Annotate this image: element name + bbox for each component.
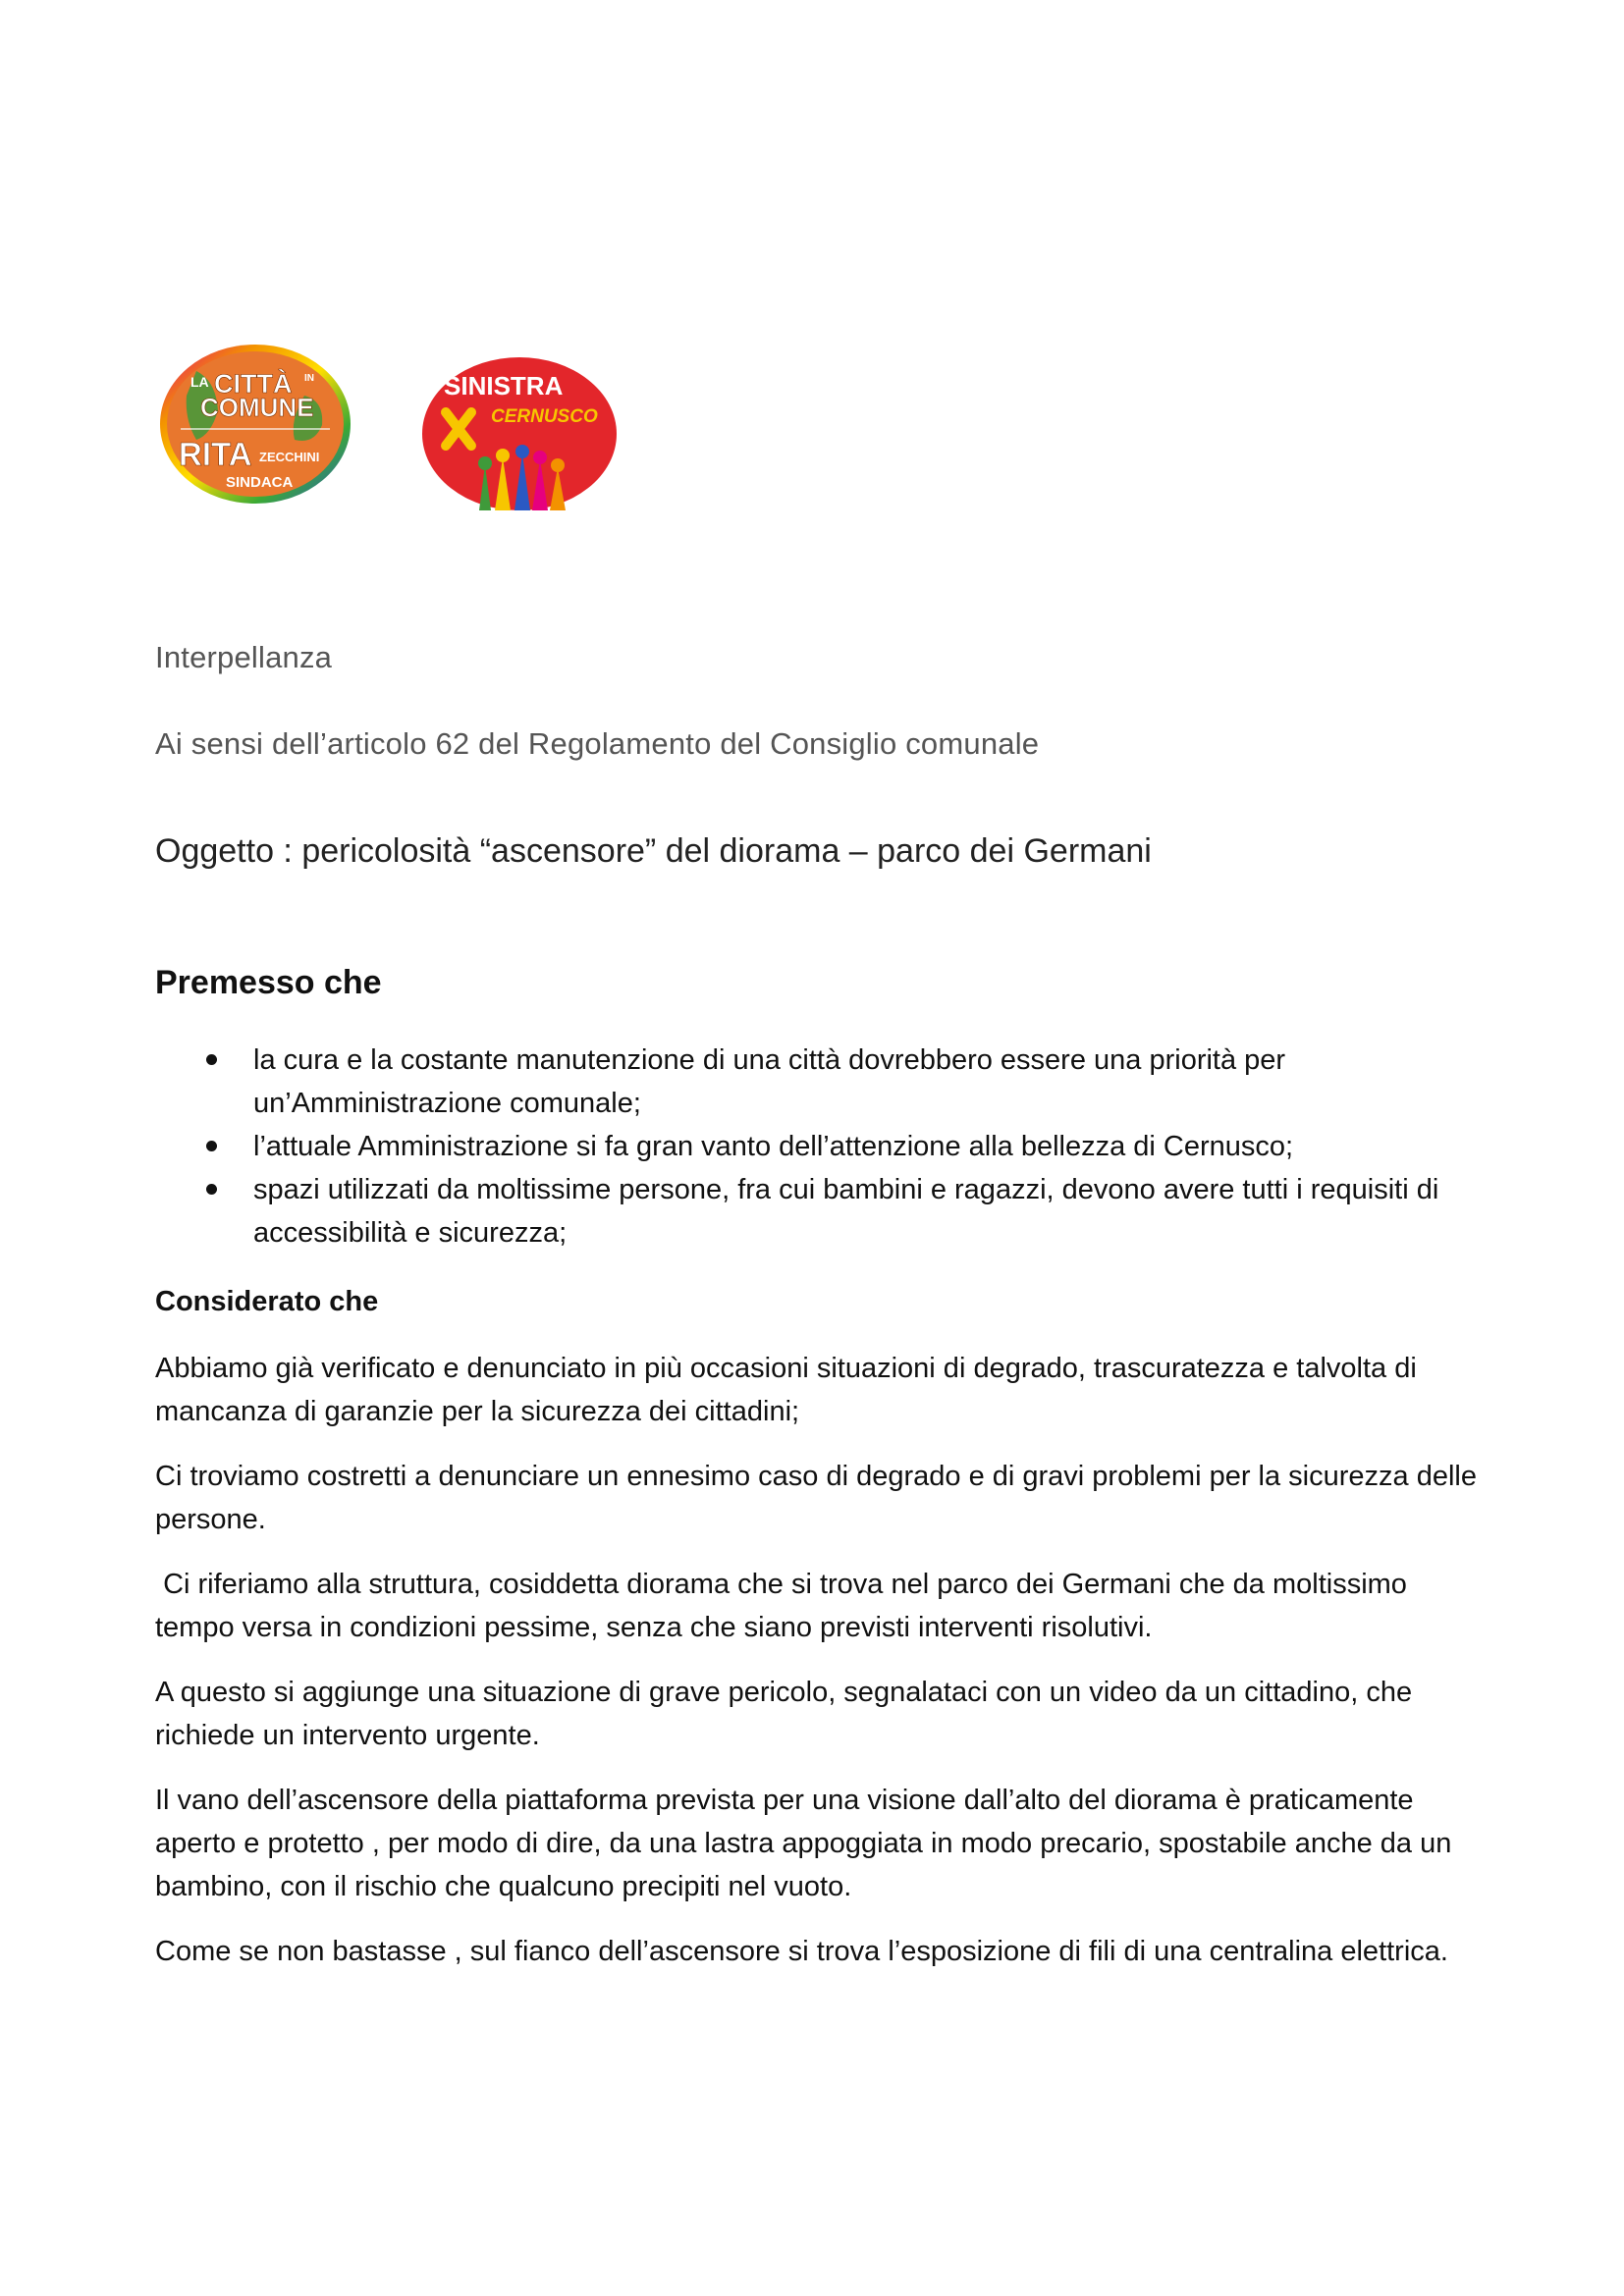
citta-logo-zecchini: ZECCHINI [259, 450, 320, 464]
paragraph: Abbiamo già verificato e denunciato in più occasioni situazioni di degrado, trascuratezza e talvolta di mancanza di garanzie per la sicurezza dei cittadini; [155, 1353, 1417, 1427]
list-item: spazi utilizzati da moltissime persone, fra cui bambini e ragazzi, devono avere tutti i requisiti di accessibilità e sicurezza; [202, 1168, 1489, 1255]
paragraph: Il vano dell’ascensore della piattaforma prevista per una visione dall’alto del diorama è praticamente aperto e protetto , per modo di dire, da una lastra appoggiata in modo precario, spostabile anche da un bambino, con il rischio che qualcuno precipiti nel vuoto. [155, 1785, 1452, 1902]
document-reference: Ai sensi dell’articolo 62 del Regolamento del Consiglio comunale [155, 726, 1040, 761]
sinistra-logo-title: SINISTRA [444, 371, 564, 400]
sinistra-cernusco-logo [420, 355, 619, 512]
citta-in-comune-logo [157, 342, 353, 507]
citta-logo-rita: RITA [179, 436, 252, 472]
list-item: la cura e la costante manutenzione di una città dovrebbero essere una priorità per un’Amministrazione comunale; [202, 1039, 1489, 1125]
citta-logo-citta: CITTÀ [214, 369, 293, 399]
citta-logo-comune: COMUNE [200, 393, 314, 422]
paragraph: Ci troviamo costretti a denunciare un ennesimo caso di degrado e di gravi problemi per la sicurezza delle persone. [155, 1461, 1477, 1535]
paragraph: A questo si aggiunge una situazione di grave pericolo, segnalataci con un video da un cittadino, che richiede un intervento urgente. [155, 1677, 1413, 1751]
citta-logo-la: LA [190, 374, 209, 390]
considerato-heading: Considerato che [155, 1286, 379, 1317]
sinistra-logo-cernusco: CERNUSCO [491, 406, 598, 427]
paragraph: Come se non bastasse , sul fianco dell’ascensore si trova l’esposizione di fili di una centralina elettrica. [155, 1936, 1448, 1967]
list-item: l’attuale Amministrazione si fa gran vanto dell’attenzione alla bellezza di Cernusco; [202, 1125, 1489, 1168]
citta-logo-in: IN [304, 373, 314, 384]
paragraph: Ci riferiamo alla struttura, cosiddetta diorama che si trova nel parco dei Germani che da moltissimo tempo versa in condizioni pessime, senza che siano previsti interventi risolutivi. [155, 1569, 1415, 1643]
citta-logo-sindaca: SINDACA [226, 474, 294, 491]
document-subject: Oggetto : pericolosità “ascensore” del diorama – parco dei Germani [155, 832, 1152, 870]
premesso-heading: Premesso che [155, 964, 382, 1001]
premesso-list [202, 1039, 1489, 1255]
document-type: Interpellanza [155, 640, 333, 674]
